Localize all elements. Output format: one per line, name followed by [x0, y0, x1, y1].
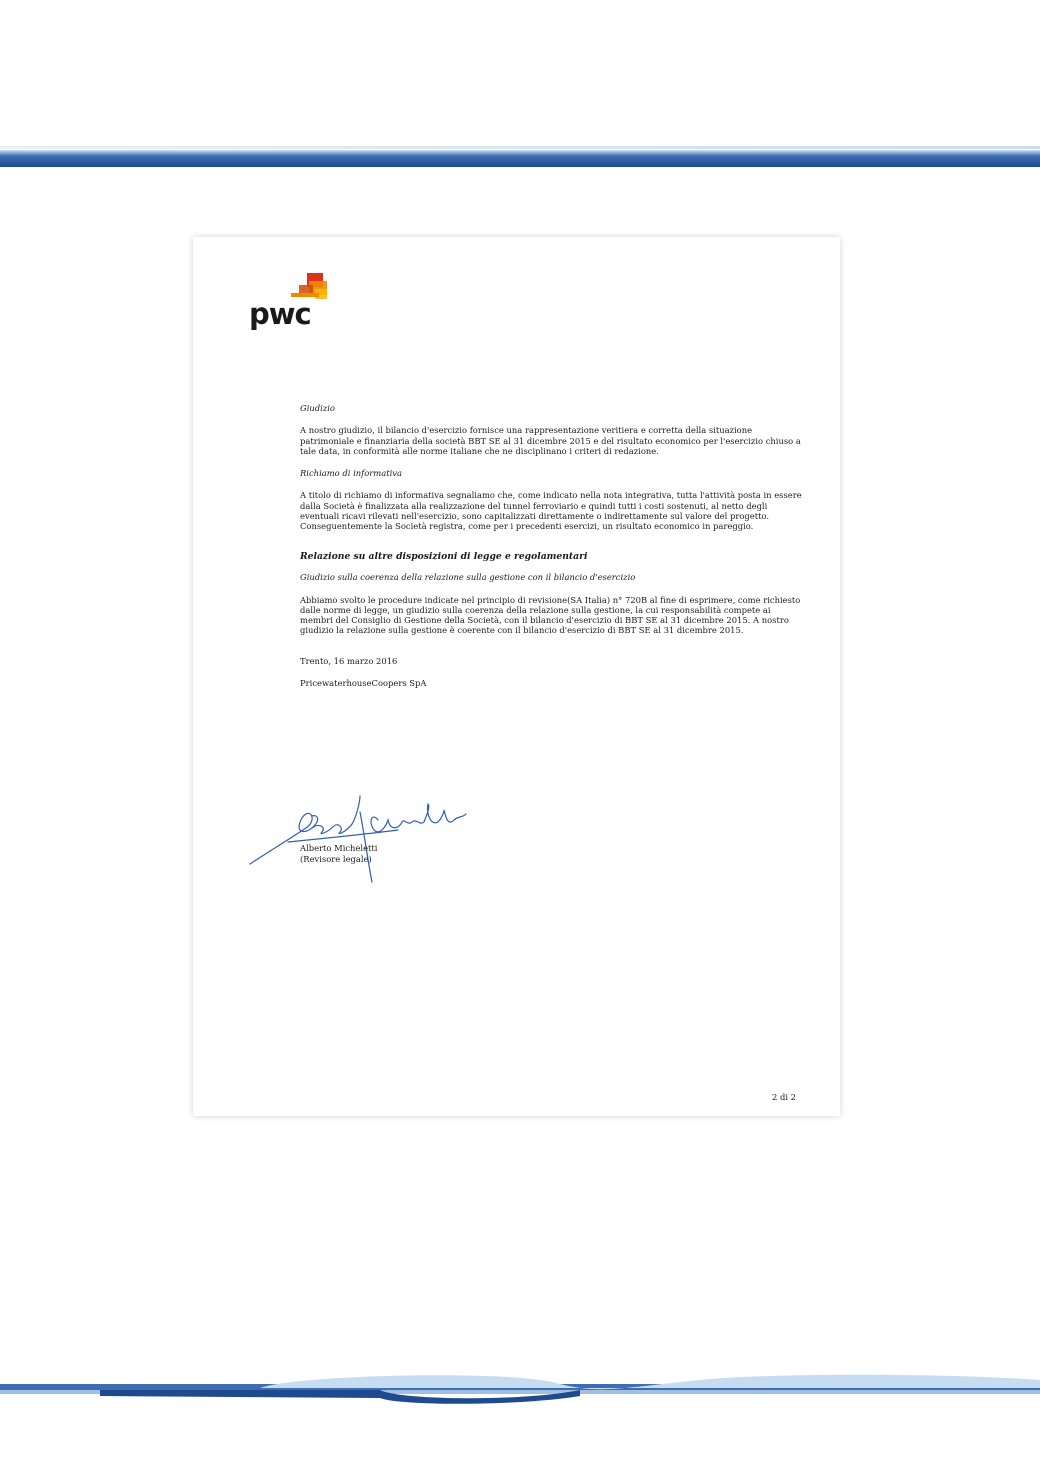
- firm-name: PricewaterhouseCoopers SpA: [300, 677, 427, 688]
- section-heading-coerenza: Giudizio sulla coerenza della relazione sulla gestione con il bilancio d'esercizio: [300, 572, 636, 583]
- document-page: [193, 237, 840, 1116]
- header-band-highlight: [0, 146, 1040, 149]
- signer-block: [300, 843, 377, 865]
- signer-role: (Revisore legale): [300, 853, 372, 864]
- page-number: 2 di 2: [771, 1092, 796, 1102]
- report-body: [300, 403, 802, 688]
- header-band: [0, 150, 1040, 167]
- section-heading-giudizio: Giudizio: [300, 403, 335, 413]
- paragraph-richiamo: A titolo di richiamo di informativa segnaliamo che, come indicato nella nota integrativa, tutta l'attività posta in essere dalla Società è finalizzata alla realizzazione del tunnel ferroviario e quindi tutti i costi sostenuti, al netto degli eventuali ricavi rilevati nell'esercizio, sono capitalizzati direttamente o indirettamente sul valore del progetto. Conseguentemente la Società registra, come per i precedenti esercizi, un risultato economico in pareggio.: [300, 490, 802, 531]
- signer-name: Alberto Micheletti: [300, 843, 378, 853]
- place-date: Trento, 16 marzo 2016: [300, 655, 398, 666]
- pwc-logo: [249, 273, 339, 333]
- pwc-logo-text: pwc: [249, 297, 311, 331]
- handwritten-signature: [248, 792, 538, 887]
- paragraph-coerenza: Abbiamo svolto le procedure indicate nel principio di revisione(SA Italia) n° 720B al fine di esprimere, come richiesto dalle norme di legge, un giudizio sulla coerenza della relazione sulla gestione, la cui responsabilità compete ai membri del Consiglio di Gestione della Società, con il bilancio d'esercizio di BBT SE al 31 dicembre 2015. A nostro giudizio la relazione sulla gestione è coerente con il bilancio d'esercizio di BBT SE al 31 dicembre 2015.: [300, 594, 801, 636]
- paragraph-giudizio: A nostro giudizio, il bilancio d'esercizio fornisce una rappresentazione veritiera e corretta della situazione patrimoniale e finanziaria della società BBT SE al 31 dicembre 2015 e del risultato economico per l'esercizio chiuso a tale data, in conformità alle norme italiane che ne disciplinano i criteri di redazione.: [300, 425, 801, 456]
- footer-band: [0, 1370, 1040, 1410]
- section-heading-richiamo: Richiamo di informativa: [300, 468, 403, 478]
- section-heading-relazione: Relazione su altre disposizioni di legge e regolamentari: [300, 551, 588, 563]
